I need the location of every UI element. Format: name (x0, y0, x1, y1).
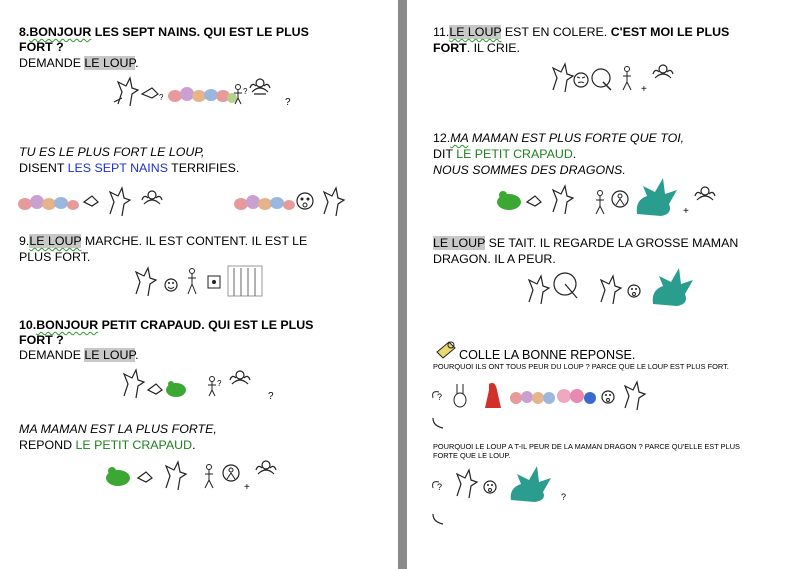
p8-number: 8. (19, 25, 30, 39)
p12-line3: NOUS SOMMES DES DRAGONS. (433, 163, 626, 177)
dwarfs-icon (510, 391, 555, 404)
scared-face-icon (628, 285, 640, 297)
p12-dit: DIT (433, 147, 457, 161)
person-question-icon (234, 85, 248, 105)
mouth-icon (527, 196, 541, 206)
wolf-icon (110, 188, 130, 216)
svg-text:?: ? (217, 379, 222, 388)
p10-line3 (19, 348, 139, 364)
dwarfs-icon (18, 195, 79, 210)
forest-icon (228, 266, 262, 296)
exercise-q2-line1: POURQUOI LE LOUP A T-IL PEUR DE LA MAMAN DRAGON ? PARCE QU'ELLE EST PLUS (433, 442, 740, 451)
q1-picto-row (431, 378, 681, 412)
p12-line1 (433, 131, 684, 147)
exercise-q2-line2: FORTE QUE LE LOUP. (433, 451, 511, 460)
p9-line1 (19, 234, 307, 250)
p8-line2: FORT ? (19, 40, 64, 54)
svg-text:?: ? (437, 482, 443, 492)
q2-picto-row (431, 466, 591, 502)
svg-text:?: ? (159, 93, 164, 102)
toad-icon (106, 467, 130, 486)
p11-loup: LE LOUP (449, 25, 502, 39)
strong-icon (142, 191, 162, 204)
tues-terrifies: TERRIFIES. (167, 161, 240, 175)
p13-line1 (433, 236, 738, 252)
wolf-icon (625, 382, 645, 410)
p10-line2: FORT ? (19, 333, 64, 347)
wolf-icon (114, 78, 138, 106)
wolf-icon (124, 370, 144, 398)
glue-icon (435, 340, 459, 358)
p10-dot: . (135, 348, 139, 362)
why-icon (433, 482, 442, 492)
p8-dot: . (135, 56, 139, 70)
answer-slot-1[interactable] (431, 416, 447, 430)
walking-person-icon (188, 269, 196, 295)
wolf-icon (553, 186, 573, 214)
look-icon (554, 273, 577, 298)
right-page (407, 0, 805, 569)
wolf-icon (601, 276, 621, 304)
p9-line2: PLUS FORT. (19, 250, 91, 264)
person-question-icon (208, 377, 222, 397)
exercise-q1: POURQUOI ILS ONT TOUS PEUR DU LOUP ? PARCE QUE LE LOUP EST PLUS FORT. (433, 362, 729, 371)
strong-icon (695, 187, 715, 200)
strong-icon (230, 371, 250, 384)
p13-loup: LE LOUP (433, 236, 486, 250)
p12-dot: . (572, 147, 577, 161)
p10-picto-row (118, 366, 268, 402)
p8-rest: LES SEPT NAINS. QUI EST LE PLUS (91, 25, 309, 39)
svg-text:?: ? (437, 392, 443, 402)
p11-fort: FORT (433, 41, 467, 55)
person-icon (596, 191, 604, 215)
p11-crie: . IL CRIE. (466, 41, 520, 55)
p8-picto-row (112, 72, 302, 112)
rabbit-icon (454, 384, 466, 407)
p10-rest: PETIT CRAPAUD. QUI EST LE PLUS (98, 318, 314, 332)
dwarfs-icon (168, 87, 237, 103)
dragon-icon (653, 268, 693, 306)
answer-slot-2[interactable] (431, 512, 447, 526)
dragon-icon (637, 178, 677, 216)
maman-dot: . (192, 438, 196, 452)
tues-line1: TU ES LE PLUS FORT LE LOUP, (19, 145, 205, 159)
p8-line3 (19, 56, 139, 72)
question-mouth-icon (142, 88, 164, 102)
wolf-icon (166, 462, 186, 490)
p10-line1 (19, 318, 313, 334)
p13-picto-row (523, 266, 713, 308)
mother-icon (223, 465, 239, 481)
scared-face-icon (484, 481, 496, 493)
p9-loup: LE LOUP (29, 234, 82, 248)
dragon-icon (511, 466, 551, 502)
wolf-icon (529, 276, 549, 304)
p12-ma: MA (450, 131, 469, 145)
left-page (0, 0, 398, 569)
angry-face-icon (574, 73, 588, 87)
p10-number: 10. (19, 318, 37, 332)
p10-bonjour: BONJOUR (36, 318, 99, 332)
p8-question-mark: ? (285, 97, 291, 108)
dwarfs-icon (234, 195, 295, 210)
p11-bold: C'EST MOI LE PLUS (610, 25, 730, 39)
maman-picto-row (106, 458, 286, 494)
p11-number: 11. (433, 25, 450, 39)
scared-face-icon (297, 193, 313, 209)
p13-rest: SE TAIT. IL REGARDE LA GROSSE MAMAN (485, 236, 739, 250)
maman-petit-crapaud: LE PETIT CRAPAUD (75, 438, 193, 452)
p12-petit-crapaud: LE PETIT CRAPAUD (456, 147, 573, 161)
toad-icon (166, 381, 186, 397)
p10-demande: DEMANDE (19, 348, 85, 362)
page-gutter (398, 0, 407, 569)
p9-number: 9. (19, 234, 30, 248)
why-icon (433, 392, 442, 402)
mother-icon (612, 191, 628, 207)
q2-question-mark: ? (561, 492, 567, 502)
svg-text:?: ? (243, 87, 248, 96)
plus-sign: + (641, 84, 647, 95)
scared-face-icon (602, 391, 614, 403)
happy-face-icon (165, 279, 177, 291)
p8-loup: LE LOUP (84, 56, 136, 70)
person-icon (205, 465, 213, 489)
maman-line2 (19, 438, 196, 454)
plus-sign: + (244, 482, 250, 493)
exercise-title: COLLE LA BONNE REPONSE. (459, 348, 636, 362)
p11-line1 (433, 25, 729, 41)
p8-demande: DEMANDE (19, 56, 85, 70)
p13-line2: DRAGON. IL A PEUR. (433, 252, 556, 266)
p11-picto-row (547, 60, 697, 96)
strong-icon (250, 79, 270, 94)
tues-line2 (19, 161, 239, 177)
p12-picto-row (497, 176, 737, 220)
p11-line2 (433, 41, 520, 57)
p10-loup: LE LOUP (84, 348, 136, 362)
tues-disent: DISENT (19, 161, 68, 175)
mouth-icon (138, 472, 152, 482)
tues-picto-row (18, 186, 358, 218)
wolf-icon (553, 64, 573, 92)
little-red-hood-icon (485, 383, 501, 408)
p12-number: 12. (433, 131, 451, 145)
p11-mid: EST EN COLERE. (501, 25, 611, 39)
maman-repond: REPOND (19, 438, 76, 452)
toad-icon (497, 191, 521, 210)
maman-line1: MA MAMAN EST LA PLUS FORTE, (19, 422, 217, 436)
plus-sign: + (683, 206, 689, 217)
p12-rest: MAMAN EST PLUS FORTE QUE TOI, (468, 131, 685, 145)
p8-bonjour: BONJOUR (29, 25, 92, 39)
shout-icon (592, 69, 611, 90)
wolf-icon (457, 470, 477, 498)
p9-rest: MARCHE. IL EST CONTENT. IL EST LE (81, 234, 308, 248)
walking-person-icon (623, 67, 631, 91)
wolf-icon (324, 188, 344, 216)
mouth-icon (148, 384, 162, 394)
p10-question-mark: ? (268, 391, 274, 402)
tues-sept-nains: LES SEPT NAINS (67, 161, 168, 175)
strong-icon (653, 65, 673, 78)
p8-line1 (19, 25, 309, 41)
strong-icon (256, 461, 276, 474)
p12-line2 (433, 147, 576, 163)
mouth-icon (84, 196, 98, 206)
is-dot-icon (208, 276, 220, 288)
wolf-icon (136, 268, 156, 296)
p9-picto-row (130, 264, 270, 298)
three-pigs-icon (557, 389, 596, 404)
